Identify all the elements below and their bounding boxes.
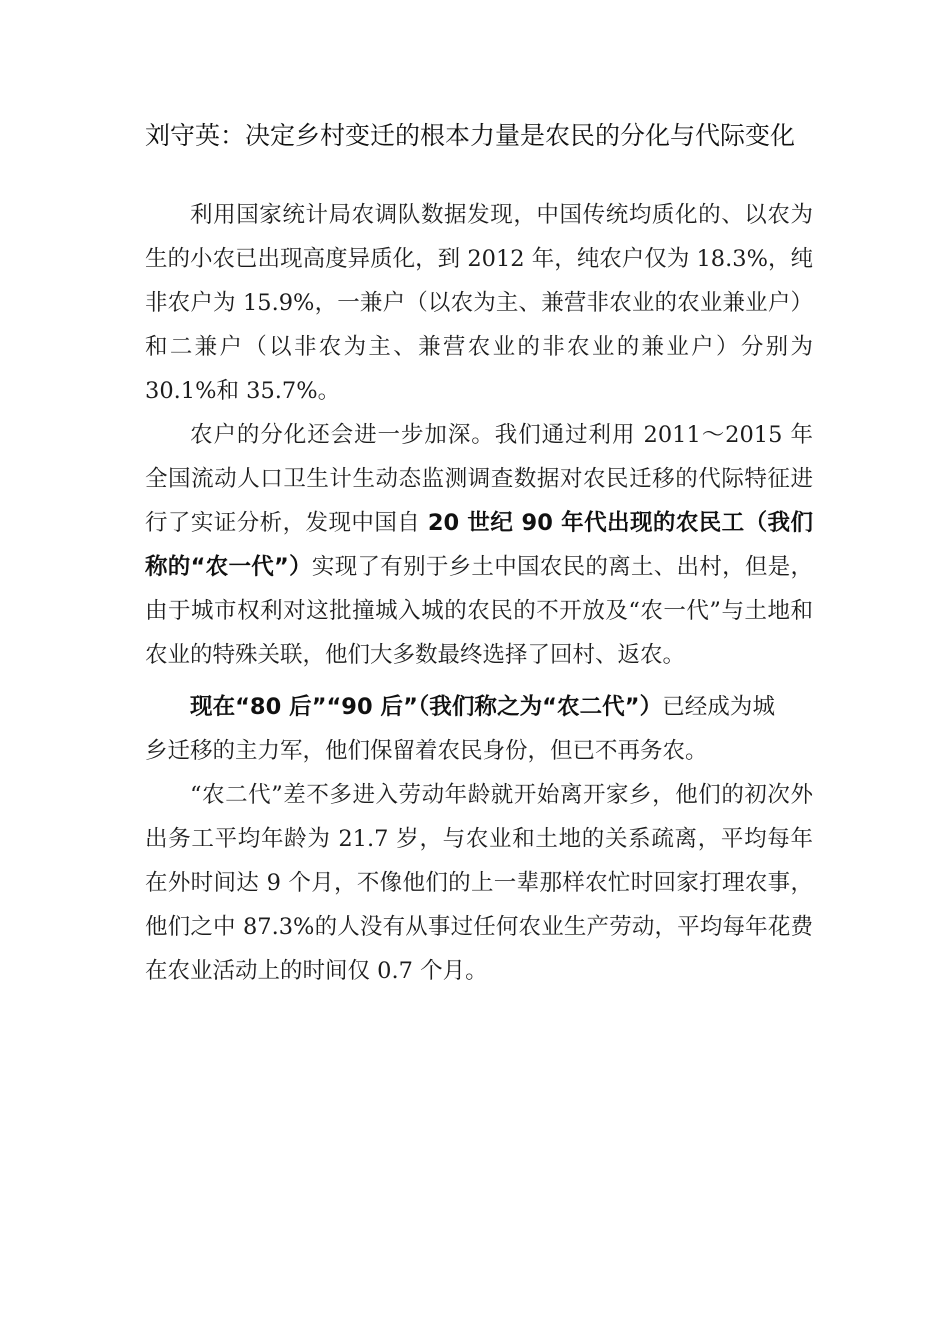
paragraph-text: 已经成为城乡迁移的主力军，他们保留着农民身份，但已不再务农。 xyxy=(145,694,775,764)
paragraph-second-generation-details: “农二代”差不多进入劳动年龄就开始离开家乡，他们的初次外出务工平均年龄为 21.7 岁，与农业和土地的关系疏离，平均每年在外时间达 9 个月，不像他们的上一辈那样农忙时回家打理农事，他们之中 87.3%的人没有从事过任何农业生产劳动，平均每年花费在农业活动上的时间仅 0.7 个月。 xyxy=(145,782,813,984)
article-body xyxy=(145,193,813,993)
paragraph-text: 农户的分化还会进一步加深。我们通过利用 2011～2015 年全国流动人口卫生计生动态监测调查数据对农民迁移的代际特征进行了实证分析，发现中国自 xyxy=(145,422,813,536)
paragraph-first-generation xyxy=(145,413,813,677)
paragraph-second-generation xyxy=(145,685,775,773)
paragraph-household-differentiation: 利用国家统计局农调队数据发现，中国传统均质化的、以农为生的小农已出现高度异质化，到 2012 年，纯农户仅为 18.3%，纯非农户为 15.9%，一兼户（以农为主、兼营非农业的农业兼业户）和二兼户（以非农为主、兼营农业的非农业的兼业户）分别为 30.1%和 35.7%。 xyxy=(145,202,813,404)
emphasis-first-generation: 20 世纪 90 年代出现的农民工（我们称的“农一代”） xyxy=(145,510,813,580)
emphasis-second-generation: 现在“80 后”“90 后”（我们称之为“农二代”） xyxy=(190,694,663,720)
paragraph-text: 实现了有别于乡土中国农民的离土、出村，但是，由于城市权利对这批撞城入城的农民的不开放及“农一代”与土地和农业的特殊关联，他们大多数最终选择了回村、返农。 xyxy=(145,554,813,668)
article-title: 刘守英：决定乡村变迁的根本力量是农民的分化与代际变化 xyxy=(145,121,796,150)
